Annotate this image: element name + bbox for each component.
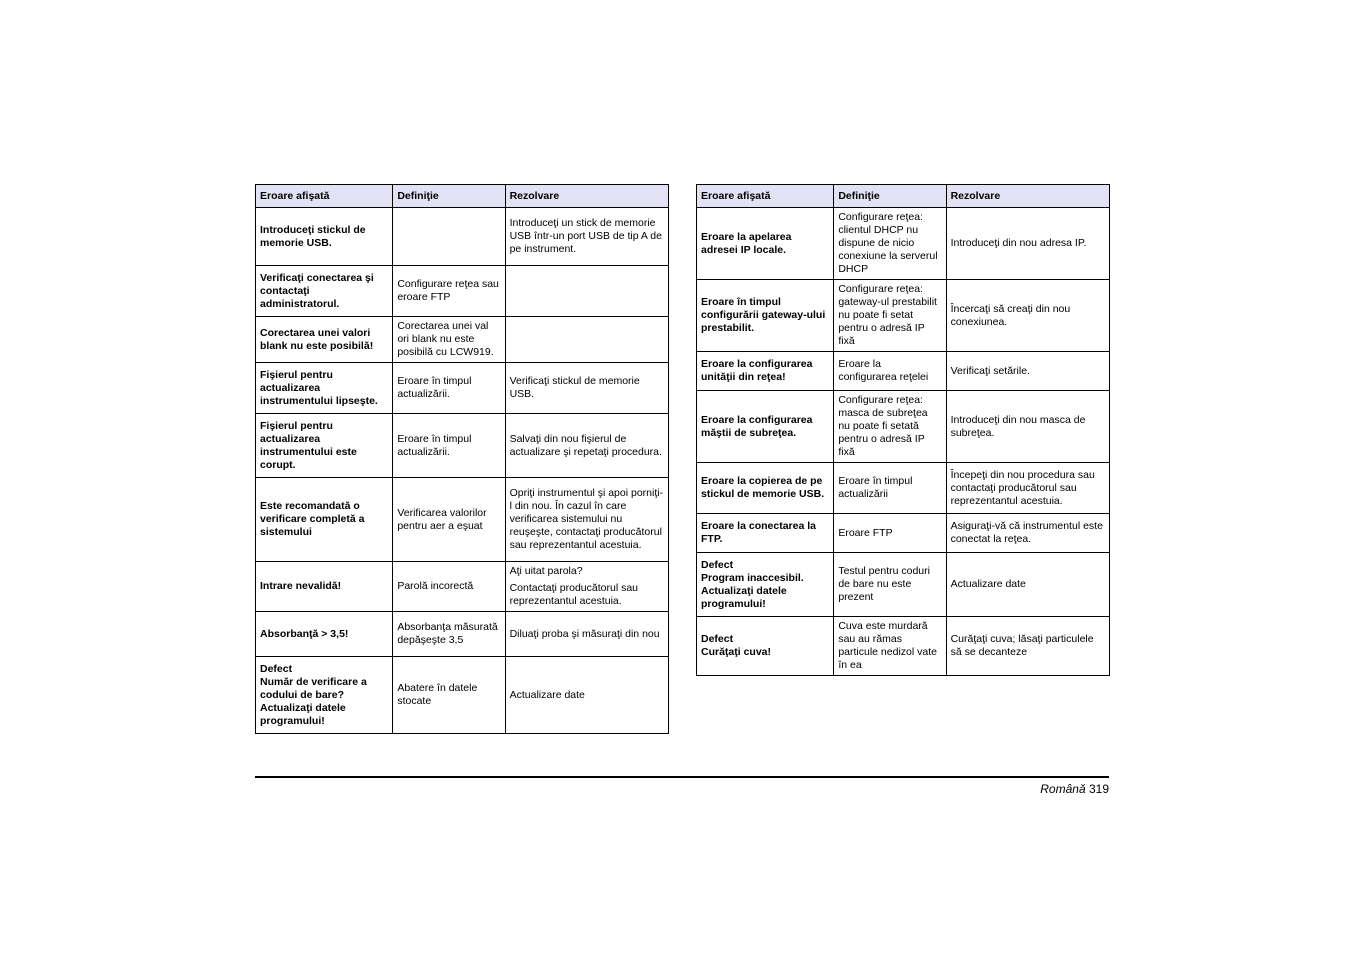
resolution-cell-text: Verificaţi setările. [950,364,1030,377]
error-cell-text: Eroare la configurarea unităţii din reţea! [701,358,813,383]
resolution-cell-text: Opriţi instrumentul şi apoi porniţi-l din nou. În cazul în care verificarea sistemului nu reuşeşte, contactaţi producătorul sau reprezentantul acestuia. [509,487,664,551]
error-cell [256,266,393,317]
definition-cell-text: Configurare reţea: gateway-ul prestabilit nu poate fi setat pentru o adresă IP fixă [838,283,937,347]
resolution-cell [946,617,1109,676]
table-row [256,562,669,612]
error-cell-text: Verificaţi conectarea şi contactaţi administratorul. [260,271,374,310]
error-cell [256,317,393,363]
definition-cell-text: Configurare reţea: clientul DHCP nu dispune de nicio conexiune la serverul DHCP [838,211,938,275]
definition-cell [834,280,946,352]
error-cell-text: Eroare la configurarea măştii de subreţea. [701,413,813,439]
table-row [697,514,1110,553]
table-row [697,208,1110,280]
resolution-cell [505,657,668,734]
table-row [256,478,669,562]
resolution-cell-text: Actualizare date [950,578,1026,590]
resolution-cell-text: Contactaţi producătorul sau reprezentantul acestuia. [509,582,639,607]
definition-cell-text: Eroare FTP [838,526,893,539]
error-cell-text: Curăţaţi cuva! [701,646,772,658]
definition-cell [393,317,505,363]
table-header-row [256,185,669,208]
error-cell [697,391,834,463]
resolution-cell [505,414,668,478]
resolution-cell-text: Introduceţi din nou masca de subreţea. [950,413,1086,439]
error-cell [256,657,393,734]
resolution-cell [946,514,1109,553]
resolution-cell [505,208,668,266]
error-cell-text: Fişierul pentru actualizarea instrumentului este corupt. [260,419,357,471]
definition-cell [393,266,505,317]
definition-cell [393,363,505,414]
error-cell [256,612,393,657]
page-footer [1040,782,1109,796]
table-row [256,208,669,266]
error-cell-text: Eroare la apelarea adresei IP locale. [701,230,792,256]
definition-cell-text: Configurare reţea: masca de subreţea nu poate fi setată pentru o adresă IP fixă [838,394,928,458]
resolution-cell-text: Introduceţi un stick de memorie USB într-un port USB de tip A de pe instrument. [509,217,662,255]
error-cell [697,553,834,617]
error-cell [256,478,393,562]
definition-cell [834,391,946,463]
resolution-cell [946,463,1109,514]
resolution-cell [946,553,1109,617]
resolution-cell-text: Diluaţi proba şi măsuraţi din nou [509,627,660,640]
error-cell [697,352,834,391]
resolution-cell [505,612,668,657]
resolution-cell [946,280,1109,352]
error-cell-text: Fişierul pentru actualizarea instrumentului lipseşte. [260,368,378,407]
definition-cell-text: Testul pentru coduri de bare nu este prezent [838,565,930,603]
error-cell [697,617,834,676]
footer-language: Română [1040,782,1086,796]
definition-cell [393,414,505,478]
error-cell-text: Defect [260,662,293,675]
resolution-cell [505,363,668,414]
error-cell-text: Actualizaţi datele programului! [260,701,346,727]
table-row [256,414,669,478]
definition-cell-text: Eroare la configurarea reţelei [838,358,929,383]
table-row [697,617,1110,676]
error-cell-text: Program inaccesibil. Actualizaţi datele programului! [701,571,804,610]
definition-cell [834,553,946,617]
table-row [256,612,669,657]
table-row [697,463,1110,514]
table-row [697,391,1110,463]
header-definition: Definiţie [834,185,946,208]
resolution-cell [946,391,1109,463]
header-error: Eroare afişată [697,185,834,208]
error-cell [697,280,834,352]
error-cell-text: Corectarea unei valori blank nu este posibilă! [260,326,374,352]
resolution-cell-text: Încercaţi să creaţi din nou conexiunea. [950,302,1071,328]
definition-cell [393,612,505,657]
definition-cell-text: Eroare în timpul actualizării [838,475,913,500]
table-row [697,280,1110,352]
table-body [256,208,669,734]
definition-cell [393,478,505,562]
error-cell-text: Eroare la copierea de pe stickul de memorie USB. [701,475,825,500]
resolution-cell-text: Actualizare date [509,688,585,701]
table-row [256,266,669,317]
definition-cell-text: Parolă incorectă [397,580,474,592]
header-error: Eroare afişată [256,185,393,208]
resolution-cell-text: Începeţi din nou procedura sau contactaţi producătorul sau reprezentantul acestuia. [950,468,1095,507]
error-table-left [255,184,669,734]
resolution-cell [505,317,668,363]
definition-cell [834,463,946,514]
error-cell [256,562,393,612]
definition-cell-text: Cuva este murdară sau au rămas particule nedizol vate în ea [838,620,937,671]
definition-cell-text: Eroare în timpul actualizării. [397,432,472,458]
resolution-cell-text: Verificaţi stickul de memorie USB. [509,375,640,400]
table-row [256,363,669,414]
definition-cell [834,617,946,676]
error-cell [697,514,834,553]
definition-cell-text: Absorbanţa măsurată depăşeşte 3,5 [397,621,498,646]
error-cell-text: Absorbanţă > 3,5! [260,627,349,640]
definition-cell-text: Configurare reţea sau eroare FTP [397,278,499,303]
header-resolution: Rezolvare [505,185,668,208]
error-cell-text: Intrare nevalidă! [260,580,342,592]
error-cell-text: Eroare în timpul configurării gateway-ului prestabilit. [701,296,826,334]
page-number: 319 [1088,782,1109,796]
error-cell-text: Este recomandată o verificare completă a sistemului [260,500,365,538]
footer-rule [255,776,1109,778]
resolution-cell [505,266,668,317]
error-cell-text: Eroare la conectarea la FTP. [701,520,816,545]
header-resolution: Rezolvare [946,185,1109,208]
error-cell-text: Defect [701,633,734,645]
table-row [697,352,1110,391]
definition-cell [393,657,505,734]
error-cell-text: Introduceţi stickul de memorie USB. [260,223,366,249]
definition-cell [393,208,505,266]
resolution-cell-text: Asiguraţi-vă că instrumentul este conectat la reţea. [950,520,1103,545]
error-cell-text: Defect [701,558,734,571]
error-cell [697,463,834,514]
table-row [256,657,669,734]
definition-cell-text: Verificarea valorilor pentru aer a eşuat [397,506,487,532]
definition-cell-text: Corectarea unei val ori blank nu este posibilă cu LCW919. [397,320,494,358]
table-header-row [697,185,1110,208]
definition-cell-text: Eroare în timpul actualizării. [397,375,472,400]
definition-cell [393,562,505,612]
resolution-cell [946,352,1109,391]
definition-cell-text: Abatere în datele stocate [397,682,478,707]
header-definition: Definiţie [393,185,505,208]
definition-cell [834,352,946,391]
resolution-cell [505,562,668,612]
error-table-right [696,184,1110,676]
table-body [697,208,1110,676]
error-cell [256,208,393,266]
error-cell [256,414,393,478]
resolution-cell-text: Curăţaţi cuva; lăsaţi particulele să se decanteze [950,633,1094,658]
error-cell [256,363,393,414]
table-row [256,317,669,363]
resolution-cell-text: Aţi uitat parola? [509,565,583,577]
resolution-cell [505,478,668,562]
table-row [697,553,1110,617]
error-cell-text: Număr de verificare a codului de bare? [260,675,367,701]
resolution-cell-text: Salvaţi din nou fişierul de actualizare şi repetaţi procedura. [509,432,662,458]
definition-cell [834,514,946,553]
resolution-cell-text: Introduceţi din nou adresa IP. [950,237,1087,249]
resolution-cell [946,208,1109,280]
error-cell [697,208,834,280]
definition-cell [834,208,946,280]
